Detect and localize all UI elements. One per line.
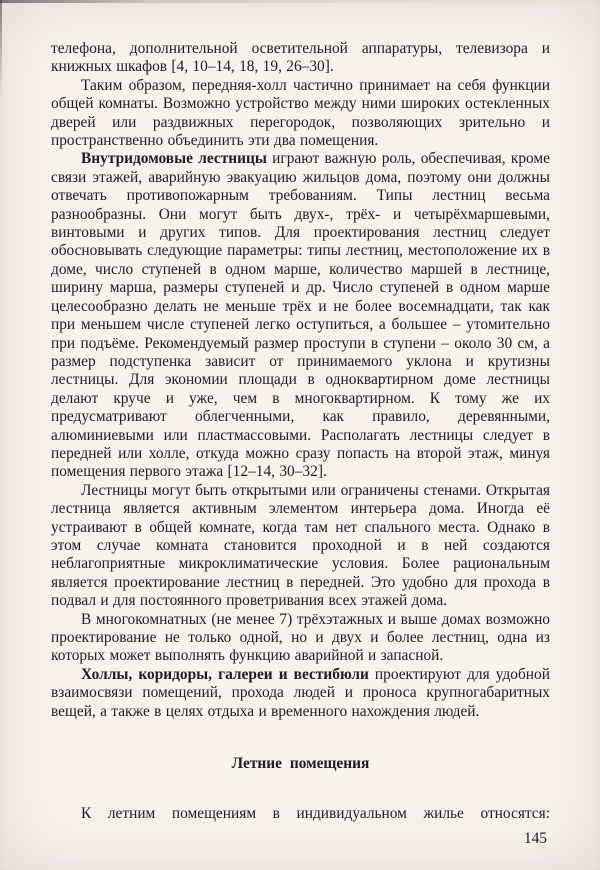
paragraph [51,666,550,721]
paragraph [51,611,550,666]
paragraph-lead: Холлы, коридоры, галереи и вестибюли [81,665,369,683]
page-number: 145 [523,830,547,847]
paragraph-lead: Внутридомовые лестницы [81,150,267,168]
paragraph [51,40,550,77]
paragraph [51,150,550,481]
paragraph-text: Лестницы могут быть открытыми или ограничены стенами. Открытая лестница является активным элементом интерьера дома. Иногда её устраивают в общей комнате, когда там нет спального места. Однако в этом случае комната становится проходной и в ней создаются неблагоприятные микроклиматические условия. Более рациональным является проектирование лестниц в передней. Это удобно для прохода в подвал и для постоянного проветривания всех этажей дома. [51,481,550,610]
paragraph [51,77,550,151]
paragraph-text: проектируют для удобной взаимосвязи помещений, прохода людей и проноса крупногабаритных вещей, а также в целях отдыха и временного нахождения людей. [51,665,550,720]
text-column [51,40,550,824]
paragraph-text: Таким образом, передняя-холл частично принимает на себя функции общей комнаты. Возможно устройство между ними широких остекленных дверей или раздвижных перегородок, позволяющих зрительно и пространственно объединить эти два помещения. [51,76,550,150]
paragraph-text: телефона, дополнительной осветительной аппаратуры, телевизора и книжных шкафов [4, 10–14, 18, 19, 26–30]. [51,40,550,76]
scan-left-edge-artifact [0,0,2,100]
paragraph-text: В многокомнатных (не менее 7) трёхэтажных и выше домах возможно проектирование не только одной, но и двух и более лестниц, одна из которых может выполнять функцию аварийной и запасной. [51,610,550,665]
paragraph-text: К летним помещениям в индивидуальном жилье относятся: [81,805,550,823]
section-heading: Летние помещения [231,755,370,773]
paragraph [51,482,550,611]
scan-top-edge-artifact [0,0,600,3]
paragraph [51,805,550,823]
paragraph-text: играют важную роль, обеспечивая, кроме связи этажей, аварийную эвакуацию жильцов дома, поэтому они должны отвечать противопожарным требованиям. Типы лестниц весьма разнообразны. Они могут быть двух-, трёх- и четырёхмаршевыми, винтовыми и других типов. Для проектирования лестниц следует обосновывать следующие параметры: типы лестниц, местоположение их в доме, число ступеней в одном марше, количество маршей в лестнице, ширину марша, размеры ступеней и др. Число ступеней в одном марше целесообразно делать не меньше трёх и не более восемнадцати, так как при меньшем числе ступеней легко оступиться, а большее – утомительно при подъёме. Рекомендуемый размер проступи в ступени – около 30 см, а размер подступенка зависит от принимаемого уклона и крутизны лестницы. Для экономии площади в одноквартирном доме лестницы делают круче и уже, чем в многоквартирном. К тому же их предусматривают облегченными, как правило, деревянными, алюминиевыми или пластмассовыми. Располагать лестницы следует в передней или холле, откуда можно сразу попасть на второй этаж, минуя помещения первого этажа [12–14, 30–32]. [51,150,550,481]
